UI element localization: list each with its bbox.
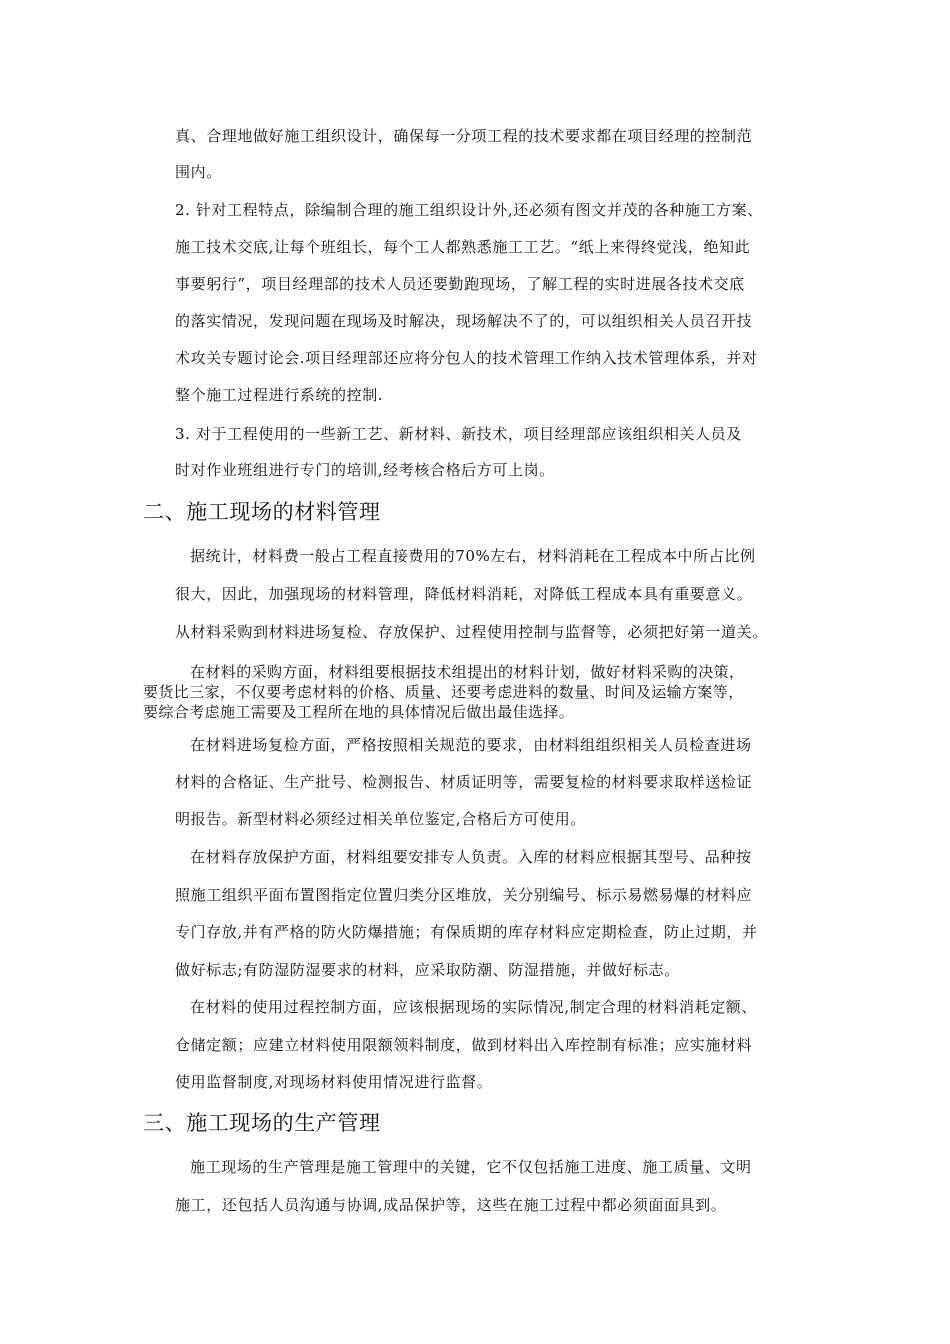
paragraph-line: 施工，还包括人员沟通与协调,成品保护等，这些在施工过程中都必须面面具到。 [175,1196,727,1214]
paragraph-line: 从材料采购到材料进场复检、存放保护、过程使用控制与监督等，必须把好第一道关。 [175,623,768,641]
paragraph-line: 专门存放,并有严格的防火防爆措施；有保质期的库存材料应定期检查，防止过期，并 [175,923,758,941]
paragraph-line: 2. 针对工程特点，除编制合理的施工组织设计外,还必须有图文并茂的各种施工方案、 [175,201,763,219]
paragraph-line: 明报告。新型材料必须经过相关单位鉴定,合格后方可使用。 [175,810,586,828]
paragraph-line: 时对作业班组进行专门的培训,经考核合格后方可上岗。 [175,461,555,479]
paragraph-line: 据统计，材料费一般占工程直接费用的70%左右，材料消耗在工程成本中所占比例 [190,547,756,565]
paragraph-line: 在材料存放保护方面，材料组要安排专人负责。入库的材料应根据其型号、品种按 [190,848,752,866]
paragraph-line: 照施工组织平面布置图指定位置归类分区堆放，关分别编号、标示易燃易爆的材料应 [175,886,753,904]
paragraph-line: 做好标志;有防湿防湿要求的材料，应采取防潮、防湿措施，并做好标志。 [175,961,680,979]
section-heading-materials: 二、施工现场的材料管理 [143,500,381,524]
paragraph-line: 真、合理地做好施工组织设计，确保每一分项工程的技术要求都在项目经理的控制范 [175,127,753,145]
paragraph-line: 使用监督制度,对现场材料使用情况进行监督。 [175,1073,493,1091]
paragraph-line: 整个施工过程进行系统的控制. [175,386,384,404]
section-heading-production: 三、施工现场的生产管理 [143,1111,381,1135]
paragraph-line: 施工现场的生产管理是施工管理中的关键，它不仅包括施工进度、施工质量、文明 [190,1158,752,1176]
paragraph-line: 事要躬行”，项目经理部的技术人员还要勤跑现场，了解工程的实时进展各技术交底 [175,275,745,293]
paragraph-line: 围内。 [175,163,222,181]
paragraph-line: 施工技术交底,让每个班组长，每个工人都熟悉施工工艺。“纸上来得终觉浅，绝知此 [175,238,751,256]
paragraph-line: 在材料进场复检方面，严格按照相关规范的要求，由材料组组织相关人员检查进场 [190,736,752,754]
paragraph-line: 术攻关专题讨论会.项目经理部还应将分包人的技术管理工作纳入技术管理体系，并对 [175,349,758,367]
paragraph-line: 要综合考虑施工需要及工程所在地的具体情况后做出最佳选择。 [143,703,575,721]
paragraph-line: 仓储定额；应建立材料使用限额领料制度，做到材料出入库控制有标准；应实施材料 [175,1036,753,1054]
paragraph-line: 材料的合格证、生产批号、检测报告、材质证明等，需要复检的材料要求取样送检证 [175,773,753,791]
paragraph-line: 在材料的采购方面，材料组要根据技术组提出的材料计划，做好材料采购的决策， [190,663,745,681]
paragraph-line: 很大，因此，加强现场的材料管理，降低材料消耗，对降低工程成本具有重要意义。 [175,585,753,603]
paragraph-line: 在材料的使用过程控制方面，应该根据现场的实际情况,制定合理的材料消耗定额、 [190,998,757,1016]
paragraph-line: 要货比三家，不仅要考虑材料的价格、质量、还要考虑进料的数量、时间及运输方案等， [143,683,744,701]
paragraph-line: 3. 对于工程使用的一些新工艺、新材料、新技术，项目经理部应该组织相关人员及 [175,425,742,443]
paragraph-line: 的落实情况，发现问题在现场及时解决，现场解决不了的，可以组织相关人员召开技 [175,312,753,330]
